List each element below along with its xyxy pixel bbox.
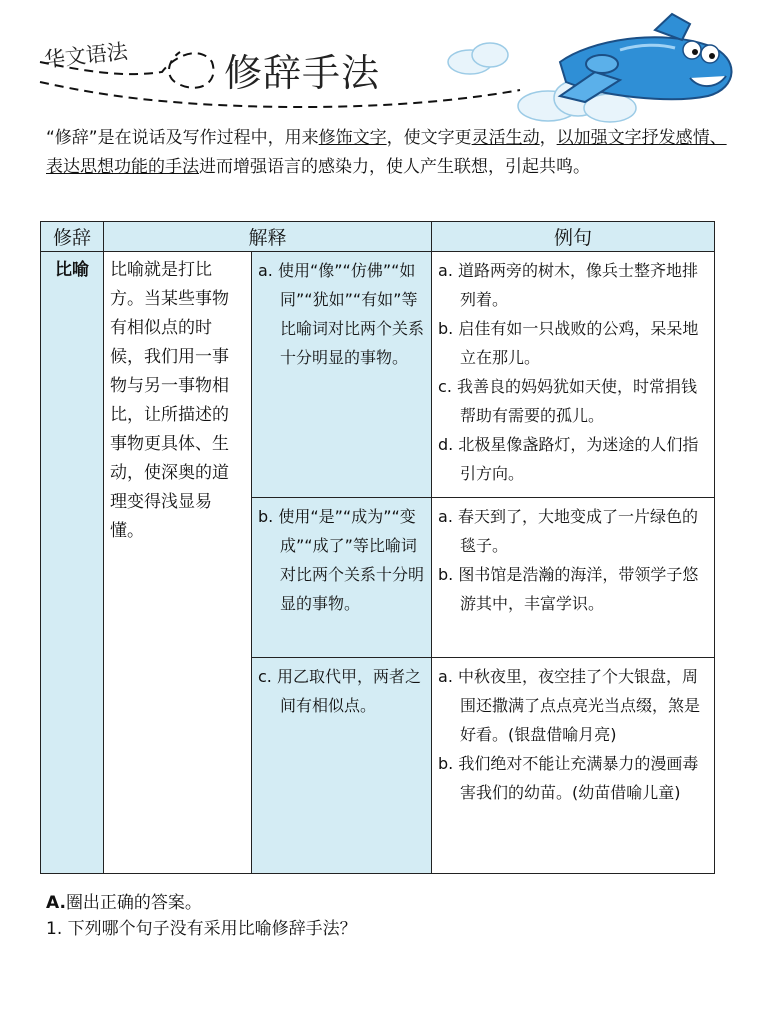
exercise-section bbox=[46, 890, 357, 942]
examples-b bbox=[432, 498, 715, 658]
example-item: b. 图书馆是浩瀚的海洋，带领学子悠游其中，丰富学识。 bbox=[438, 565, 699, 613]
example-item: c. 我善良的妈妈犹如天使，时常捐钱帮助有需要的孤儿。 bbox=[438, 377, 697, 425]
intro-text-3: ， bbox=[539, 128, 557, 148]
airplane-cartoon-illustration bbox=[560, 14, 732, 102]
explanation-c bbox=[252, 658, 432, 874]
intro-text-1: “修辞”是在说话及写作过程中，用来 bbox=[46, 128, 319, 148]
rhetoric-definition: 比喻就是打比方。当某些事物有相似点的时候，我们用一事物与另一事物相比，让所描述的事物更具体、生动，使深奥的道理变得浅显易懂。 bbox=[104, 252, 252, 874]
table-header-row bbox=[41, 222, 715, 252]
intro-text-2: ，使文字更 bbox=[386, 128, 472, 148]
question-1: 1. 下列哪个句子没有采用比喻修辞手法？ bbox=[46, 919, 357, 939]
exercise-heading-letter: A. bbox=[46, 893, 66, 913]
intro-underline-1: 修饰文字 bbox=[318, 128, 387, 148]
exercise-heading bbox=[46, 890, 357, 916]
explanation-b bbox=[252, 498, 432, 658]
example-item: a. 中秋夜里，夜空挂了个大银盘，周围还撒满了点点亮光当点缀，煞是好看。(银盘借喻月亮) bbox=[438, 667, 701, 744]
intro-text-4: 进而增强语言的感染力，使人产生联想，引起共鸣。 bbox=[199, 157, 590, 177]
explanation-b-text: b. 使用“是”“成为”“变成”“成了”等比喻词对比两个关系十分明显的事物。 bbox=[258, 507, 425, 613]
intro-paragraph bbox=[46, 124, 736, 182]
example-item: a. 春天到了，大地变成了一片绿色的毯子。 bbox=[438, 507, 698, 555]
intro-underline-3: 以加强文字抒发感情、表达思想功能的手法 bbox=[46, 128, 727, 177]
example-item: a. 道路两旁的树木，像兵士整齐地排列着。 bbox=[438, 261, 698, 309]
example-item: b. 启佳有如一只战败的公鸡，呆呆地立在那儿。 bbox=[438, 319, 699, 367]
header-examples: 例句 bbox=[432, 222, 715, 252]
example-item: d. 北极星像盏路灯，为迷途的人们指引方向。 bbox=[438, 435, 699, 483]
explanation-c-text: c. 用乙取代甲，两者之间有相似点。 bbox=[258, 667, 421, 715]
examples-a bbox=[432, 252, 715, 498]
explanation-a bbox=[252, 252, 432, 498]
example-item: b. 我们绝对不能让充满暴力的漫画毒害我们的幼苗。(幼苗借喻儿童) bbox=[438, 754, 699, 802]
examples-c bbox=[432, 658, 715, 874]
intro-underline-2: 灵活生动 bbox=[471, 128, 540, 148]
header bbox=[0, 0, 768, 130]
exercise-heading-text: 圈出正确的答案。 bbox=[65, 893, 202, 913]
rhetoric-table bbox=[40, 221, 715, 874]
header-rhetoric: 修辞 bbox=[41, 222, 104, 252]
page-title: 修辞手法 bbox=[224, 51, 381, 95]
explanation-a-text: a. 使用“像”“仿佛”“如同”“犹如”“有如”等比喻词对比两个关系十分明显的事物。 bbox=[258, 261, 425, 367]
brand-label: 华文语法 bbox=[42, 39, 129, 72]
table-row bbox=[41, 252, 715, 498]
header-explanation: 解释 bbox=[104, 222, 432, 252]
rhetoric-name: 比喻 bbox=[41, 252, 104, 874]
